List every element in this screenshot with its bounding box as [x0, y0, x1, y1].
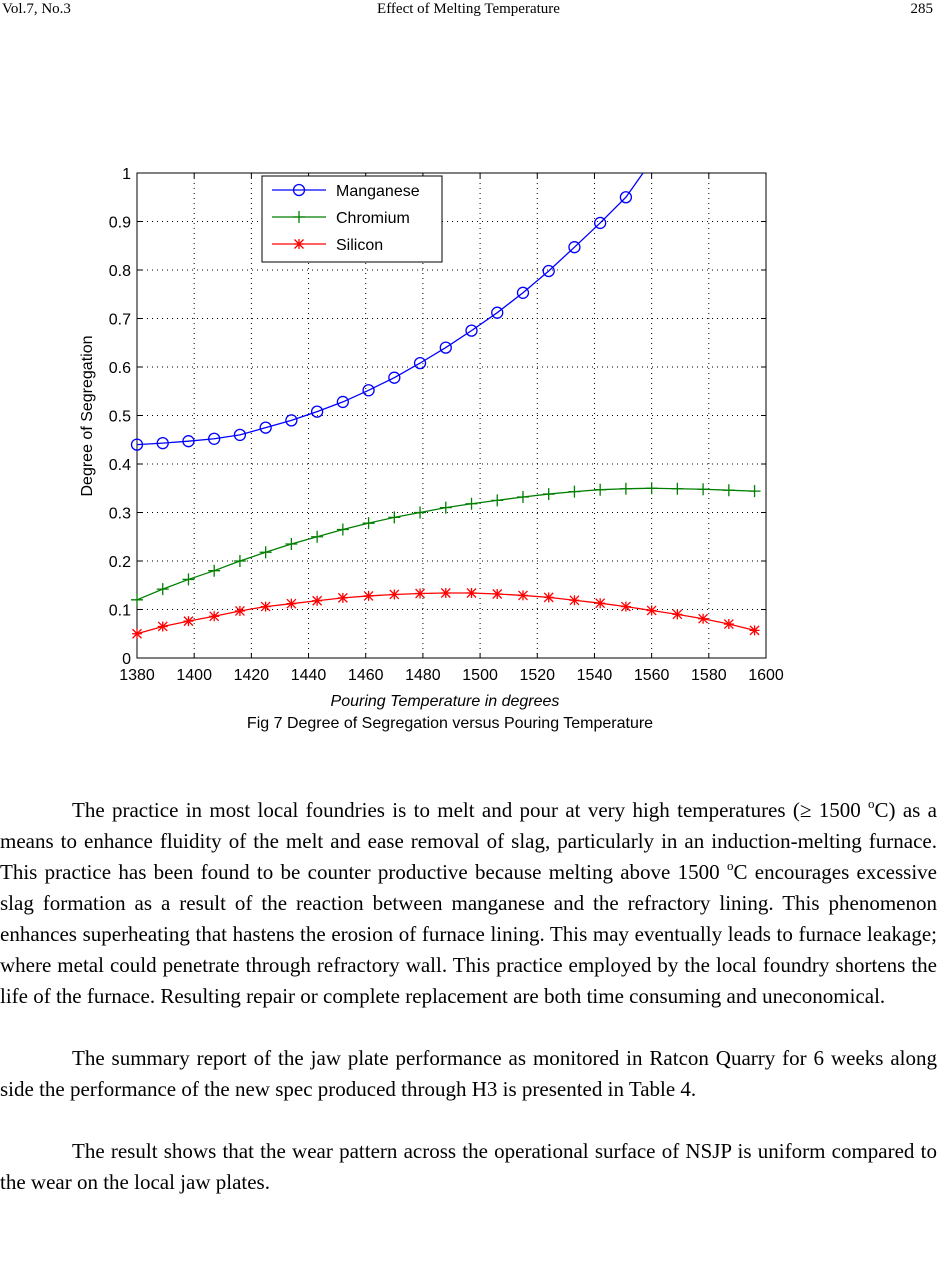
x-tick-label: 1600	[748, 667, 784, 684]
running-title: Effect of Melting Temperature	[377, 1, 560, 17]
data-point	[158, 621, 168, 631]
page-number: 285	[910, 1, 933, 17]
data-point	[389, 589, 399, 599]
data-point	[286, 599, 296, 609]
y-tick-label: 0.8	[108, 263, 131, 280]
data-point	[724, 619, 734, 629]
data-point	[338, 593, 348, 603]
data-point	[569, 595, 579, 605]
paragraph-wear-pattern: The result shows that the wear pattern across the operational surface of NSJP is uniform compared to the wear on the local jaw plates.	[0, 1139, 937, 1194]
data-point	[132, 629, 142, 639]
data-point	[441, 588, 451, 598]
data-point	[621, 602, 631, 612]
data-point	[415, 588, 425, 598]
legend-label: Chromium	[336, 210, 410, 227]
x-tick-label: 1420	[233, 667, 270, 684]
y-tick-label: 0.9	[108, 214, 131, 232]
data-point	[647, 605, 657, 615]
x-tick-label: 1580	[691, 667, 727, 684]
data-point	[492, 589, 502, 599]
data-point	[235, 606, 245, 616]
x-tick-label: 1440	[290, 667, 327, 684]
x-tick-label: 1540	[576, 667, 613, 684]
legend-marker	[294, 239, 304, 249]
y-tick-label: 0.6	[108, 360, 131, 377]
y-tick-label: 1	[122, 166, 131, 183]
x-axis-label: Pouring Temperature in degrees	[330, 693, 560, 710]
data-point	[698, 614, 708, 624]
paragraph-furnace-practice: The practice in most local foundries is to melt and pour at very high temperatures (≥ 1500 $^o$C) as a means to enhance fluidity of the melt and ease removal of slag, particularly in an induction-melting furnace. This practice has been found to be counter productive because melting above 1500 $^o$C encourages excessive slag formation as a result of the reaction between manganese and the refractory lining. This phenomenon enhances superheating that hastens the erosion of furnace lining. This may eventually leads to furnace leakage; where metal could penetrate through refractory wall. This practice employed by the local foundry shortens the life of the furnace. Resulting repair or complete replacement are both time consuming and uneconomical.	[0, 796, 937, 1008]
y-axis-label: Degree of Segregation	[79, 335, 96, 497]
page-header	[0, 0, 937, 22]
data-point	[261, 602, 271, 612]
data-point	[544, 592, 554, 602]
data-point	[595, 598, 605, 608]
data-point	[364, 591, 374, 601]
y-tick-label: 0.7	[108, 311, 131, 329]
data-point	[183, 616, 193, 626]
y-tick-label: 0.3	[108, 505, 131, 523]
y-tick-label: 0	[122, 651, 131, 668]
y-tick-label: 0.1	[108, 602, 131, 620]
data-point	[518, 590, 528, 600]
x-tick-label: 1520	[519, 667, 556, 684]
legend-label: Silicon	[336, 237, 384, 254]
paragraph-jaw-plate-summary: The summary report of the jaw plate performance as monitored in Ratcon Quarry for 6 weeks along side the performance of the new spec produced through H3 is presented in Table 4.	[0, 1046, 937, 1101]
data-point	[467, 588, 477, 598]
x-tick-label: 1400	[176, 667, 212, 684]
journal-volume: Vol.7, No.3	[2, 1, 71, 17]
y-tick-label: 0.4	[108, 457, 131, 474]
data-point	[312, 596, 322, 606]
plot-area	[137, 173, 766, 658]
y-tick-label: 0.5	[108, 408, 131, 426]
x-tick-label: 1460	[347, 667, 384, 684]
x-tick-label: 1560	[633, 667, 670, 684]
figure-caption: Fig 7 Degree of Segregation versus Pouring Temperature	[246, 715, 654, 732]
data-point	[209, 611, 219, 621]
legend-label: Manganese	[336, 183, 420, 200]
data-point	[672, 609, 682, 619]
chart-legend	[262, 176, 442, 262]
x-tick-label: 1500	[462, 667, 498, 684]
segregation-chart	[70, 160, 800, 740]
x-tick-label: 1380	[119, 667, 155, 684]
y-tick-label: 0.2	[108, 554, 131, 571]
x-tick-label: 1480	[405, 667, 441, 684]
body-text	[0, 795, 937, 1229]
data-point	[750, 625, 760, 635]
